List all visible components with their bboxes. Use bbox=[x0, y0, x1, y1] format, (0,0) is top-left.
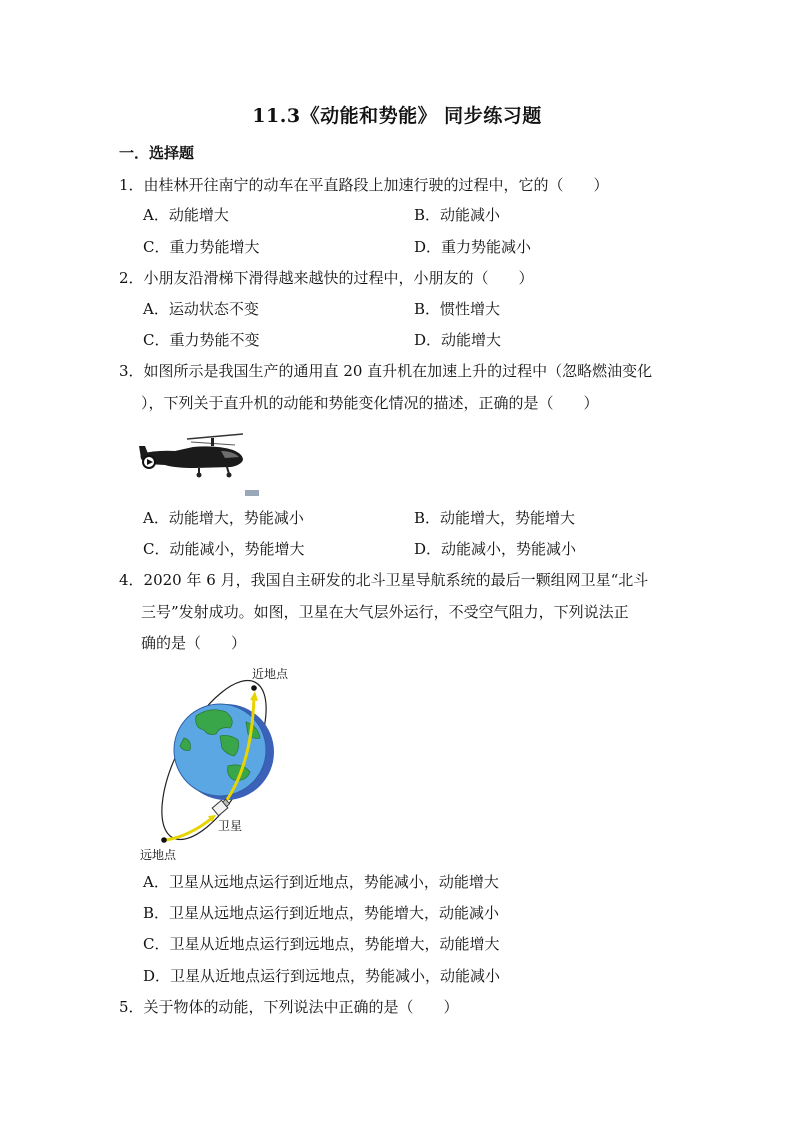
question-1-option-a: A．动能增大 bbox=[143, 206, 229, 224]
question-4-line-1: 4．2020 年 6 月，我国自主研发的北斗卫星导航系统的最后一颗组网卫星“北斗 bbox=[119, 571, 649, 589]
question-4-option-d: D．卫星从近地点运行到远地点，势能减小，动能减小 bbox=[143, 967, 501, 985]
question-1-option-c: C．重力势能增大 bbox=[143, 238, 260, 256]
helicopter-image bbox=[135, 432, 261, 498]
section-heading: 一．选择题 bbox=[119, 144, 195, 162]
question-4-option-c: C．卫星从近地点运行到远地点，势能增大，动能增大 bbox=[143, 935, 500, 953]
question-2-option-d: D．动能增大 bbox=[414, 331, 502, 349]
question-2-text: 2．小朋友沿滑梯下滑得越来越快的过程中，小朋友的（ ） bbox=[119, 269, 534, 287]
question-2-option-b: B．惯性增大 bbox=[414, 300, 501, 318]
question-3-option-b: B．动能增大，势能增大 bbox=[414, 509, 576, 527]
question-4-line-2: 三号”发射成功。如图，卫星在大气层外运行，不受空气阻力，下列说法正 bbox=[141, 603, 629, 621]
question-4-option-a: A．卫星从远地点运行到近地点，势能减小，动能增大 bbox=[143, 873, 499, 891]
question-4-line-3: 确的是（ ） bbox=[141, 634, 247, 652]
question-1-option-d: D．重力势能减小 bbox=[414, 238, 532, 256]
satellite-label: 卫星 bbox=[218, 819, 243, 833]
question-5-text: 5．关于物体的动能，下列说法中正确的是（ ） bbox=[119, 998, 459, 1016]
question-1-text: 1．由桂林开往南宁的动车在平直路段上加速行驶的过程中，它的（ ） bbox=[119, 176, 609, 194]
question-2-option-c: C．重力势能不变 bbox=[143, 331, 260, 349]
question-4-option-b: B．卫星从远地点运行到近地点，势能增大，动能减小 bbox=[143, 904, 500, 922]
perigee-label: 近地点 bbox=[252, 667, 289, 681]
question-3-option-c: C．动能减小，势能增大 bbox=[143, 540, 305, 558]
question-3-line-2: ），下列关于直升机的动能和势能变化情况的描述，正确的是（ ） bbox=[141, 394, 599, 412]
question-3-line-1: 3．如图所示是我国生产的通用直 20 直升机在加速上升的过程中（忽略燃油变化 bbox=[119, 362, 653, 380]
question-1-option-b: B．动能减小 bbox=[414, 206, 501, 224]
page-title: 11.3《动能和势能》 同步练习题 bbox=[252, 105, 542, 127]
question-3-option-d: D．动能减小，势能减小 bbox=[414, 540, 577, 558]
question-2-option-a: A．运动状态不变 bbox=[143, 300, 259, 318]
question-3-option-a: A．动能增大，势能减小 bbox=[143, 509, 304, 527]
apogee-label: 远地点 bbox=[140, 848, 177, 862]
